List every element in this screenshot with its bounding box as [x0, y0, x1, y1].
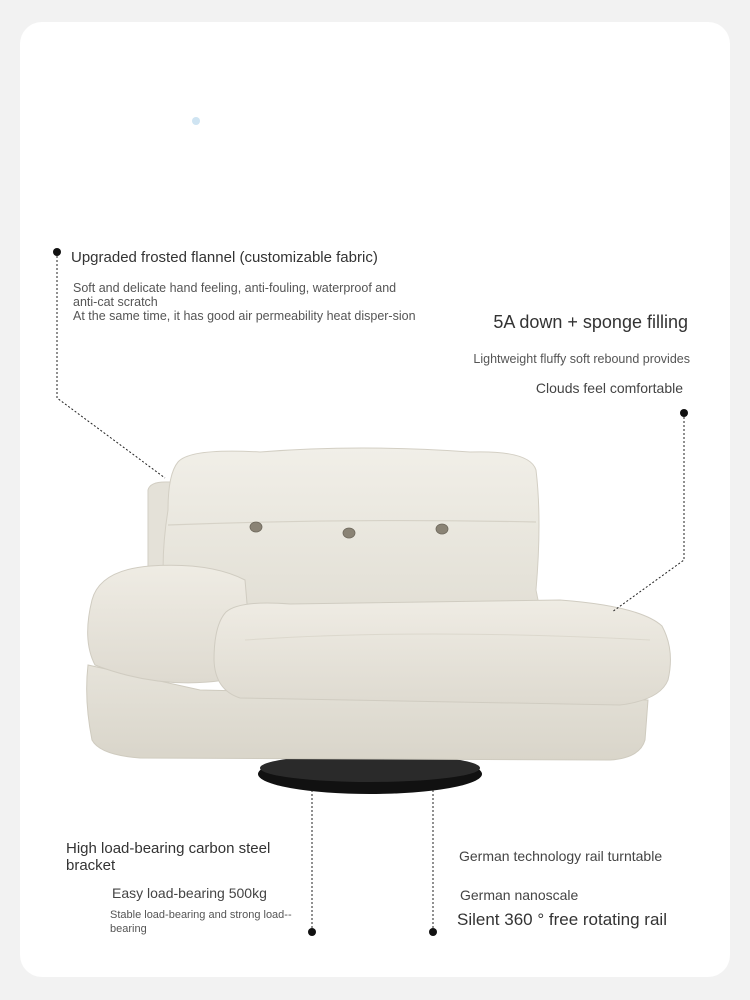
rail-line-2: Silent 360 ° free rotating rail — [457, 910, 667, 929]
dot-filling — [680, 409, 688, 417]
filling-line-2: Clouds feel comfortable — [535, 380, 683, 396]
rail-title: German technology rail turntable — [459, 848, 663, 864]
bracket-line-1: Easy load-bearing 500kg — [112, 885, 267, 901]
fabric-title: Upgraded frosted flannel (customizable fabric) — [71, 249, 378, 266]
fabric-line-1: Soft and delicate hand feeling, anti-fouling, waterproof and anti-cat scratch — [73, 281, 397, 309]
seat-cushion — [214, 600, 670, 705]
filling-line-1: Lightweight fluffy soft rebound provides — [473, 352, 690, 366]
dot-rail — [429, 928, 437, 936]
bracket-line-2: Stable load-bearing and strong load--bearing — [110, 909, 292, 935]
fabric-line-2: At the same time, it has good air permeability heat disper-sion — [73, 309, 416, 323]
rail-line-1: German nanoscale — [460, 887, 579, 903]
dot-fabric — [53, 248, 61, 256]
bracket-title: High load-bearing carbon steel bracket — [66, 840, 271, 874]
filling-title: 5A down + sponge filling — [493, 312, 688, 332]
decor-dot — [192, 117, 200, 125]
